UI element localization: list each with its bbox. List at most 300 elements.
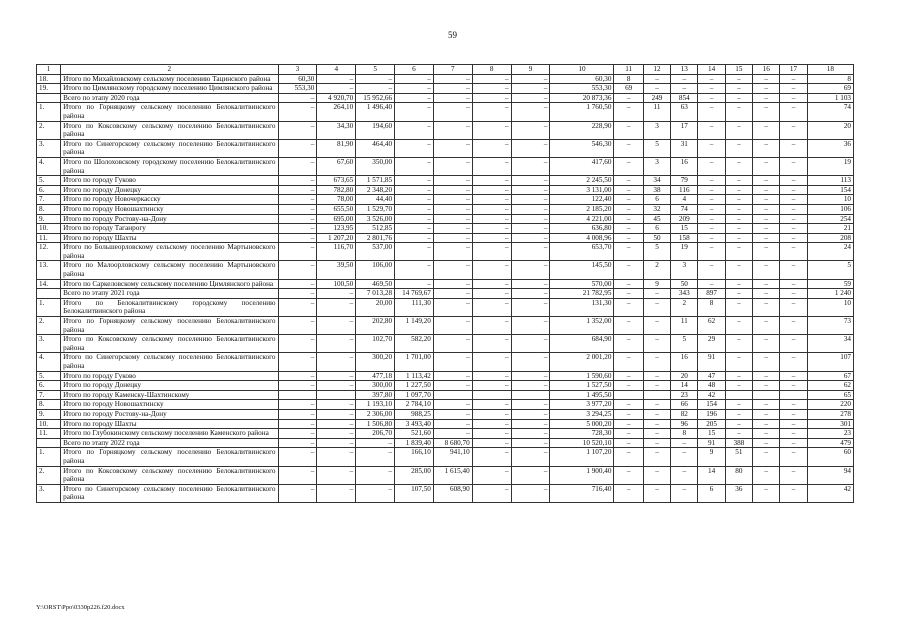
value-cell: – [395,233,434,243]
value-cell: – [278,261,317,279]
count-cell: – [671,484,698,502]
value-cell: – [317,381,356,391]
value-cell: 5 000,20 [550,419,614,429]
value-cell: – [433,409,472,419]
value-cell: 655,50 [317,204,356,214]
value-cell: 254 [807,214,853,224]
value-cell: 285,00 [395,466,434,484]
value-cell: – [433,429,472,439]
value-cell: – [472,103,511,121]
value-cell: – [433,103,472,121]
count-cell: – [725,298,752,316]
count-cell: 3 [643,121,670,139]
value-cell: 106 [807,204,853,214]
count-cell: – [753,289,780,299]
value-cell: – [511,121,550,139]
table-row [37,224,854,234]
count-cell: – [698,224,725,234]
value-cell: – [317,298,356,316]
count-cell: – [753,84,780,94]
count-cell: 8 [614,74,643,84]
row-label: Итого по Малоорловскому сельскому поселению Мартыновского района [61,261,278,279]
value-cell: 300,20 [356,353,395,371]
value-cell: 1 240 [807,289,853,299]
count-cell: – [780,438,807,448]
count-cell: – [698,261,725,279]
count-cell: – [753,195,780,205]
value-cell: – [278,409,317,419]
table-row [37,214,854,224]
count-cell: – [780,214,807,224]
count-cell: – [780,84,807,94]
count-cell: 17 [671,121,698,139]
value-cell: 14 769,67 [395,289,434,299]
count-cell: 20 [671,371,698,381]
count-cell: – [725,121,752,139]
value-cell: – [433,335,472,353]
row-label: Итого по городу Новошахтинску [61,400,278,410]
row-label: Итого по Коксовскому сельскому поселению Белокалитвинского района [61,335,278,353]
value-cell: 1 097,70 [395,390,434,400]
count-cell: – [671,84,698,94]
count-cell: 6 [698,484,725,502]
table-row [37,371,854,381]
value-cell: 1 527,50 [550,381,614,391]
count-cell: – [780,233,807,243]
value-cell: – [395,139,434,157]
value-cell: – [511,233,550,243]
table-row [37,400,854,410]
row-label: Итого по Большеорловскому сельскому поселению Мартыновского района [61,243,278,261]
value-cell: – [511,139,550,157]
row-label: Итого по Синегорскому сельскому поселению Белокалитвинского района [61,484,278,502]
row-number: 2. [37,466,61,484]
count-cell: – [614,233,643,243]
count-cell: 343 [671,289,698,299]
count-cell: – [698,214,725,224]
count-cell: – [753,466,780,484]
count-cell: 74 [671,204,698,214]
value-cell: – [317,484,356,502]
value-cell: – [433,419,472,429]
value-cell: 1 590,60 [550,371,614,381]
count-cell: – [614,93,643,103]
row-label: Итого по Саркеловскому сельскому поселению Цимлянского района [61,279,278,289]
count-cell: – [614,214,643,224]
value-cell: 145,50 [550,261,614,279]
value-cell: 3 493,40 [395,419,434,429]
count-cell: – [780,204,807,214]
count-cell [725,390,752,400]
count-cell: – [780,409,807,419]
value-cell: 1 227,50 [395,381,434,391]
count-cell: – [725,243,752,261]
row-label: Итого по городу Новочеркасску [61,195,278,205]
value-cell: – [472,289,511,299]
count-cell: 42 [698,390,725,400]
count-cell: 249 [643,93,670,103]
value-cell: 34,30 [317,121,356,139]
count-cell: – [753,438,780,448]
value-cell: – [317,466,356,484]
value-cell: – [356,484,395,502]
count-cell: – [698,74,725,84]
value-cell: – [511,157,550,175]
value-cell: – [278,243,317,261]
value-cell: – [278,335,317,353]
value-cell: – [511,224,550,234]
table-row [37,74,854,84]
value-cell: 20,00 [356,298,395,316]
count-cell: 14 [671,381,698,391]
value-cell: – [433,400,472,410]
table-row [37,390,854,400]
value-cell: 60,30 [550,74,614,84]
value-cell: – [278,298,317,316]
count-cell [753,390,780,400]
value-cell: – [278,195,317,205]
count-cell: – [753,298,780,316]
value-cell: – [395,176,434,186]
count-cell: – [780,335,807,353]
value-cell: – [511,438,550,448]
value-cell: – [278,139,317,157]
row-label: Итого по городу Ростову-на-Дону [61,409,278,419]
value-cell: – [433,195,472,205]
value-cell: 122,40 [550,195,614,205]
value-cell: 653,70 [550,243,614,261]
count-cell: – [614,317,643,335]
value-cell: – [356,438,395,448]
value-cell: – [433,214,472,224]
count-cell: – [753,185,780,195]
count-cell: – [614,353,643,371]
count-cell: 9 [643,279,670,289]
value-cell: – [395,121,434,139]
count-cell: – [725,84,752,94]
count-cell: – [643,317,670,335]
table-row [37,176,854,186]
count-cell: – [643,298,670,316]
value-cell: – [472,381,511,391]
count-cell: – [671,466,698,484]
value-cell: – [511,279,550,289]
count-cell: – [725,103,752,121]
row-number: 18. [37,74,61,84]
count-cell: – [780,448,807,466]
count-cell: 11 [643,103,670,121]
value-cell: – [317,438,356,448]
count-cell: 388 [725,438,752,448]
value-cell: 3 977,20 [550,400,614,410]
count-cell: – [725,204,752,214]
count-cell: – [643,419,670,429]
row-number: 8. [37,400,61,410]
value-cell: 202,80 [356,317,395,335]
count-cell: 47 [698,371,725,381]
count-cell: – [698,233,725,243]
count-cell: 19 [671,243,698,261]
table-row [37,93,854,103]
count-cell: – [753,409,780,419]
value-cell: – [278,103,317,121]
value-cell: 23 [807,429,853,439]
value-cell: 1 113,42 [395,371,434,381]
value-cell: – [472,214,511,224]
value-cell: – [472,298,511,316]
value-cell: – [472,400,511,410]
header-cell: 15 [725,65,752,75]
count-cell: 51 [725,448,752,466]
value-cell: 74 [807,103,853,121]
count-cell: 158 [671,233,698,243]
row-label: Итого по городу Ростову-на-Дону [61,214,278,224]
value-cell: 512,85 [356,224,395,234]
count-cell: – [725,261,752,279]
count-cell: 4 [671,195,698,205]
value-cell: – [356,448,395,466]
value-cell: 81,90 [317,139,356,157]
count-cell: 29 [698,335,725,353]
value-cell: – [278,381,317,391]
value-cell: 10 520,10 [550,438,614,448]
value-cell: – [511,429,550,439]
value-cell: 1 506,80 [356,419,395,429]
value-cell: – [395,214,434,224]
row-label: Итого по Шолоховскому городскому поселению Белокалитвинского района [61,157,278,175]
count-cell: – [780,139,807,157]
count-cell: – [643,409,670,419]
page-number: 59 [448,30,457,40]
count-cell: – [753,74,780,84]
count-cell: – [698,121,725,139]
value-cell: – [317,371,356,381]
row-number: 3. [37,484,61,502]
header-cell: 10 [550,65,614,75]
value-cell: – [511,353,550,371]
value-cell: – [278,185,317,195]
value-cell: – [472,121,511,139]
count-cell: – [643,466,670,484]
data-table-container [36,64,854,503]
count-cell: – [643,429,670,439]
table-row [37,289,854,299]
value-cell: – [472,74,511,84]
value-cell: – [278,429,317,439]
row-label: Итого по городу Таганрогу [61,224,278,234]
header-cell: 1 [37,65,61,75]
table-row [37,103,854,121]
value-cell: 1 571,85 [356,176,395,186]
value-cell: – [472,335,511,353]
count-cell: – [780,371,807,381]
data-table [36,64,854,503]
count-cell: – [753,243,780,261]
value-cell [278,390,317,400]
table-row [37,204,854,214]
row-number: 7. [37,195,61,205]
value-cell: – [317,419,356,429]
row-number: 10. [37,419,61,429]
value-cell: – [278,371,317,381]
count-cell: 63 [671,103,698,121]
value-cell: 2 245,50 [550,176,614,186]
value-cell: 716,40 [550,484,614,502]
value-cell: – [278,289,317,299]
value-cell: 42 [807,484,853,502]
value-cell: – [433,204,472,214]
value-cell: 1 495,50 [550,390,614,400]
value-cell: – [472,419,511,429]
count-cell: – [753,214,780,224]
row-number [37,289,61,299]
value-cell: – [511,185,550,195]
value-cell: – [511,74,550,84]
value-cell: 608,90 [433,484,472,502]
value-cell: 39,50 [317,261,356,279]
count-cell: 79 [671,176,698,186]
count-cell: – [753,103,780,121]
table-row [37,233,854,243]
count-cell: – [614,466,643,484]
value-cell: 208 [807,233,853,243]
count-cell: 23 [671,390,698,400]
count-cell: – [753,139,780,157]
value-cell: – [511,317,550,335]
count-cell: – [780,419,807,429]
count-cell: – [780,93,807,103]
count-cell: – [753,335,780,353]
value-cell: – [433,93,472,103]
value-cell: – [433,233,472,243]
value-cell: 417,60 [550,157,614,175]
count-cell: 5 [643,243,670,261]
row-number: 4. [37,157,61,175]
row-label: Итого по Глубокинскому сельскому поселению Каменского района [61,429,278,439]
value-cell: – [433,298,472,316]
value-cell: 69 [807,84,853,94]
count-cell: – [725,381,752,391]
count-cell: 62 [698,317,725,335]
table-row [37,84,854,94]
count-cell: 6 [643,195,670,205]
header-cell: 7 [433,65,472,75]
value-cell: 2 185,20 [550,204,614,214]
value-cell: – [317,335,356,353]
value-cell: 67,60 [317,157,356,175]
value-cell: 15 952,66 [356,93,395,103]
count-cell: – [614,409,643,419]
row-label: Итого по городу Донецку [61,381,278,391]
value-cell: – [395,261,434,279]
count-cell: – [614,429,643,439]
value-cell: – [472,84,511,94]
count-cell: – [643,381,670,391]
value-cell: – [278,438,317,448]
count-cell: – [725,74,752,84]
value-cell: 2 784,10 [395,400,434,410]
count-cell: – [643,448,670,466]
count-cell: 66 [671,400,698,410]
count-cell: – [753,429,780,439]
count-cell: – [725,93,752,103]
value-cell: 44,40 [356,195,395,205]
value-cell: 1 103 [807,93,853,103]
count-cell: – [643,400,670,410]
row-number: 11. [37,429,61,439]
row-number: 3. [37,139,61,157]
count-cell: 91 [698,438,725,448]
count-cell: – [698,93,725,103]
value-cell: 2 801,76 [356,233,395,243]
value-cell: 582,20 [395,335,434,353]
row-label: Итого по городу Гуково [61,176,278,186]
value-cell: – [472,157,511,175]
table-row [37,381,854,391]
value-cell [511,390,550,400]
count-cell: 96 [671,419,698,429]
count-cell: – [780,381,807,391]
value-cell: 220 [807,400,853,410]
header-cell: 8 [472,65,511,75]
row-number: 8. [37,204,61,214]
count-cell: – [671,448,698,466]
count-cell: 34 [643,176,670,186]
count-cell: – [780,484,807,502]
count-cell: – [725,419,752,429]
value-cell: – [472,224,511,234]
row-number: 2. [37,121,61,139]
value-cell: 636,80 [550,224,614,234]
count-cell: – [614,381,643,391]
count-cell [614,390,643,400]
count-cell: 50 [643,233,670,243]
count-cell: – [614,371,643,381]
value-cell: – [317,429,356,439]
value-cell: 1 107,20 [550,448,614,466]
value-cell: 131,30 [550,298,614,316]
value-cell: – [317,353,356,371]
table-row [37,298,854,316]
count-cell: – [725,289,752,299]
value-cell: – [472,185,511,195]
value-cell: 553,30 [550,84,614,94]
value-cell: 73 [807,317,853,335]
header-cell: 14 [698,65,725,75]
value-cell: – [395,93,434,103]
row-number: 11. [37,233,61,243]
value-cell: – [472,243,511,261]
header-cell: 5 [356,65,395,75]
count-cell: 14 [698,466,725,484]
value-cell: 60,30 [278,74,317,84]
count-cell: – [753,371,780,381]
value-cell [433,390,472,400]
value-cell: 3 131,00 [550,185,614,195]
row-label: Итого по городу Донецку [61,185,278,195]
value-cell: 4 008,96 [550,233,614,243]
value-cell: – [395,74,434,84]
value-cell: 107,50 [395,484,434,502]
row-number: 1. [37,103,61,121]
table-row [37,429,854,439]
header-cell: 9 [511,65,550,75]
value-cell: – [511,103,550,121]
table-row [37,279,854,289]
count-cell: 3 [671,261,698,279]
value-cell: – [395,224,434,234]
count-cell: 32 [643,204,670,214]
